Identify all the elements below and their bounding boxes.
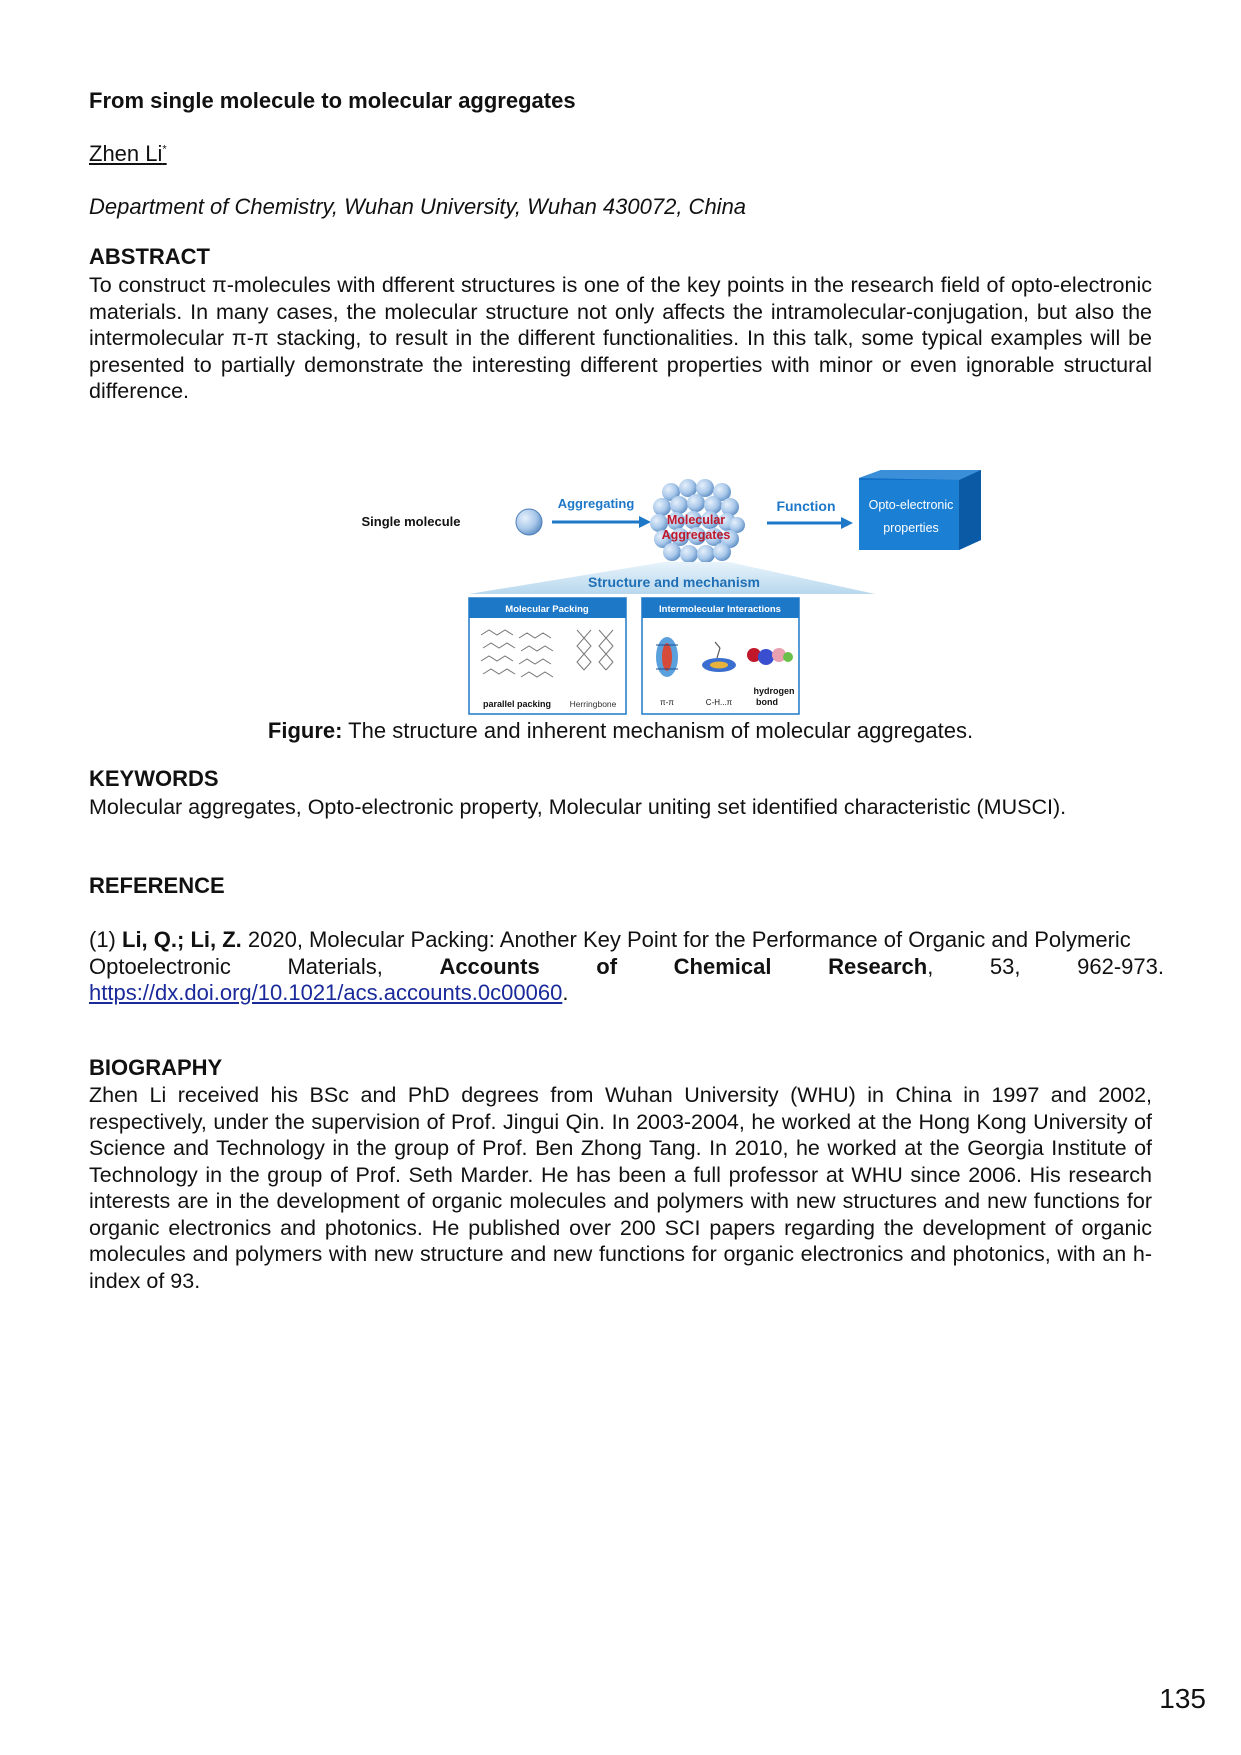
abstract-heading: ABSTRACT — [89, 244, 210, 269]
biography-text: Zhen Li received his BSc and PhD degrees from Wuhan University (WHU) in China in 1997 and 2002, respectively, under the supervision of Prof. Jingui Qin. In 2003-2004, he worked at the Hong Kong University of Science and Technology in the group of Prof. Ben Zhong Tang. In 2010, he worked at the Georgia Institute of Technology in the group of Prof. Seth Marder. He has been a full professor at WHU since 2006. His research interests are in the development of organic molecules and polymers with new structures and new functions for organic electronics and photonics. He published over 200 SCI papers regarding the development of organic molecules and polymers with new structure and new functions for organic electronics and photonics, with an h-index of 93. — [89, 1083, 1152, 1293]
reference-entry — [89, 927, 1164, 1007]
herringbone-label: Herringbone — [569, 699, 617, 709]
corresponding-mark: * — [162, 143, 167, 156]
paper-title: From single molecule to molecular aggregates — [89, 88, 576, 113]
single-molecule-sphere — [516, 509, 542, 535]
aggregating-arrowhead — [639, 516, 651, 528]
function-arrowhead — [841, 517, 853, 529]
keywords-heading: KEYWORDS — [89, 766, 219, 791]
molecular-packing-panel — [469, 598, 626, 714]
parallel-packing-label: parallel packing — [482, 699, 552, 709]
biography-heading: BIOGRAPHY — [89, 1055, 223, 1080]
packing-title: Molecular Packing — [505, 604, 589, 615]
reference-authors: Li, Q.; Li, Z. — [122, 927, 242, 952]
function-label: Function — [776, 498, 836, 514]
reference-line-3: https://dx.doi.org/10.1021/acs.accounts.0c00060. — [89, 980, 569, 1005]
reference-line-1: (1) Li, Q.; Li, Z. 2020, Molecular Packing: Another Key Point for the Performance of Organic and Polymeric — [89, 927, 1131, 952]
figure-diagram — [319, 470, 1009, 716]
keywords-text: Molecular aggregates, Opto-electronic property, Molecular uniting set identified characteristic (MUSCI). — [89, 795, 1067, 819]
aggregates-label-line1: Molecular — [666, 513, 726, 527]
abstract-text: To construct π-molecules with dfferent structures is one of the key points in the research field of opto-electronic materials. In many cases, the molecular structure not only affects the intramolecular-conjugation, but also the intermolecular π-π stacking, to result in the different functionalities. In this talk, some typical examples will be presented to partially demonstrate the interesting different properties with minor or even ignorable structural difference. — [89, 273, 1152, 403]
hydrogen-label-line1: hydrogen — [753, 686, 795, 696]
structure-mechanism-label: Structure and mechanism — [588, 574, 760, 590]
reference-line-2: Optoelectronic Materials, Accounts of Chemical Research, 53, 962-973. — [89, 953, 1164, 979]
reference-doi-link[interactable]: https://dx.doi.org/10.1021/acs.accounts.0c00060 — [89, 980, 563, 1005]
aggregating-label: Aggregating — [557, 496, 635, 511]
reference-heading: REFERENCE — [89, 873, 225, 898]
figure-caption — [89, 718, 1152, 744]
aggregates-label-line2: Aggregates — [661, 528, 731, 542]
opto-label-line2: properties — [883, 521, 939, 535]
figure-caption-text: The structure and inherent mechanism of molecular aggregates. — [342, 718, 974, 743]
interactions-title: Intermolecular Interactions — [659, 604, 781, 615]
single-molecule-label: Single molecule — [361, 514, 461, 529]
affiliation: Department of Chemistry, Wuhan University, Wuhan 430072, China — [89, 194, 747, 219]
hydrogen-label-line2: bond — [756, 697, 778, 707]
pi-pi-label: π-π — [660, 698, 674, 707]
opto-label-line1: Opto-electronic — [868, 498, 954, 512]
page-number: 135 — [1159, 1683, 1206, 1714]
ch-pi-label: C-H...π — [705, 698, 733, 707]
figure — [319, 470, 1009, 716]
figure-caption-label: Figure: — [267, 718, 343, 743]
author-name: Zhen Li* — [89, 141, 167, 166]
